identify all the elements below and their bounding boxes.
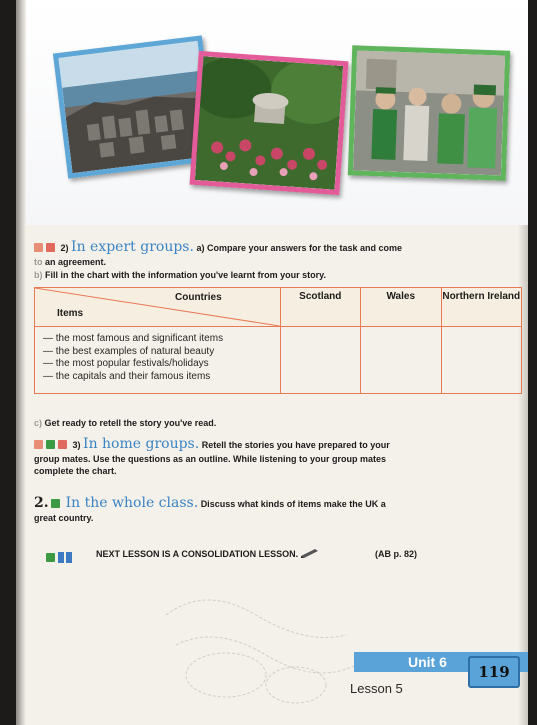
lesson-label: Lesson 5 [350, 681, 403, 696]
empty-cell-northern-ireland [441, 327, 522, 394]
exercise-number: 3) [72, 440, 81, 450]
exercise-heading: In expert groups. [71, 239, 194, 255]
exercise-heading: In home groups. [83, 436, 200, 452]
next-lesson-icons [46, 548, 74, 566]
exercise-number: 2) [60, 243, 69, 253]
book-marker-icon [66, 552, 72, 563]
part-b-label: b) [34, 270, 43, 280]
list-item: — the most popular festivals/holidays [43, 358, 209, 369]
empty-cell-scotland [280, 327, 360, 394]
pencil-icon [301, 548, 319, 558]
pair-work-icon [34, 243, 43, 252]
page-number: 119 [468, 656, 520, 688]
part-a-continued [34, 256, 106, 268]
plus-icon [46, 553, 55, 562]
list-item: — the most famous and significant items [43, 333, 224, 344]
next-lesson [96, 548, 319, 560]
group-work-icon [46, 243, 55, 252]
exercise-2-header [34, 241, 514, 254]
part-a-prefix: to [34, 257, 43, 267]
exercise-heading: In the whole class. [65, 495, 199, 511]
exercise-2-text-1: Discuss what kinds of items make the UK a [200, 499, 386, 509]
next-lesson-text: NEXT LESSON IS A CONSOLIDATION LESSON. [96, 549, 299, 559]
exercise-3-text-3: complete the chart. [34, 466, 117, 476]
part-c-label: c) [34, 418, 43, 428]
exercise-2-text-2: great country. [34, 513, 94, 523]
exercise-3-text-1: Retell the stories you have prepared to your [201, 440, 390, 450]
book-marker-icon [58, 552, 64, 563]
part-c-text: Get ready to retell the story you've read. [44, 418, 217, 428]
part-a-text: Compare your answers for the task and come [206, 243, 403, 253]
exercise-3-header [34, 438, 514, 451]
photo-garden [190, 51, 349, 195]
part-b-text: Fill in the chart with the information you've learnt from your story. [45, 270, 327, 280]
column-wales: Wales [361, 288, 441, 327]
book-icon [51, 499, 60, 508]
info-chart [34, 287, 522, 394]
exercise-number: 2. [34, 495, 49, 511]
pair-work-icon [34, 440, 43, 449]
exercise-2-main [34, 497, 514, 510]
part-a-label: a) [196, 243, 205, 253]
page-spine-shadow [16, 0, 26, 725]
chart-header-items [35, 288, 281, 327]
items-label: Items [57, 308, 84, 319]
diagonal-divider [35, 288, 280, 326]
column-scotland: Scotland [280, 288, 360, 327]
column-northern-ireland: Northern Ireland [441, 288, 522, 327]
empty-cell-wales [361, 327, 441, 394]
part-c [34, 417, 216, 429]
group-work-icon [58, 440, 67, 449]
watermark-scribble [146, 575, 376, 715]
countries-label: Countries [175, 292, 222, 303]
textbook-page [16, 0, 528, 725]
unit-label: Unit 6 [408, 654, 447, 670]
photo-festival [348, 45, 510, 180]
items-list-cell [35, 327, 281, 394]
list-item: — the capitals and their famous items [43, 370, 211, 382]
part-b [34, 269, 326, 281]
list-item: — the best examples of natural beauty [43, 345, 215, 357]
exercise-3-text-2: group mates. Use the questions as an outline. While listening to your group mates [34, 454, 387, 464]
part-a-text-2: an agreement. [45, 257, 107, 267]
activity-book-reference: (AB p. 82) [375, 549, 418, 559]
book-icon [46, 440, 55, 449]
